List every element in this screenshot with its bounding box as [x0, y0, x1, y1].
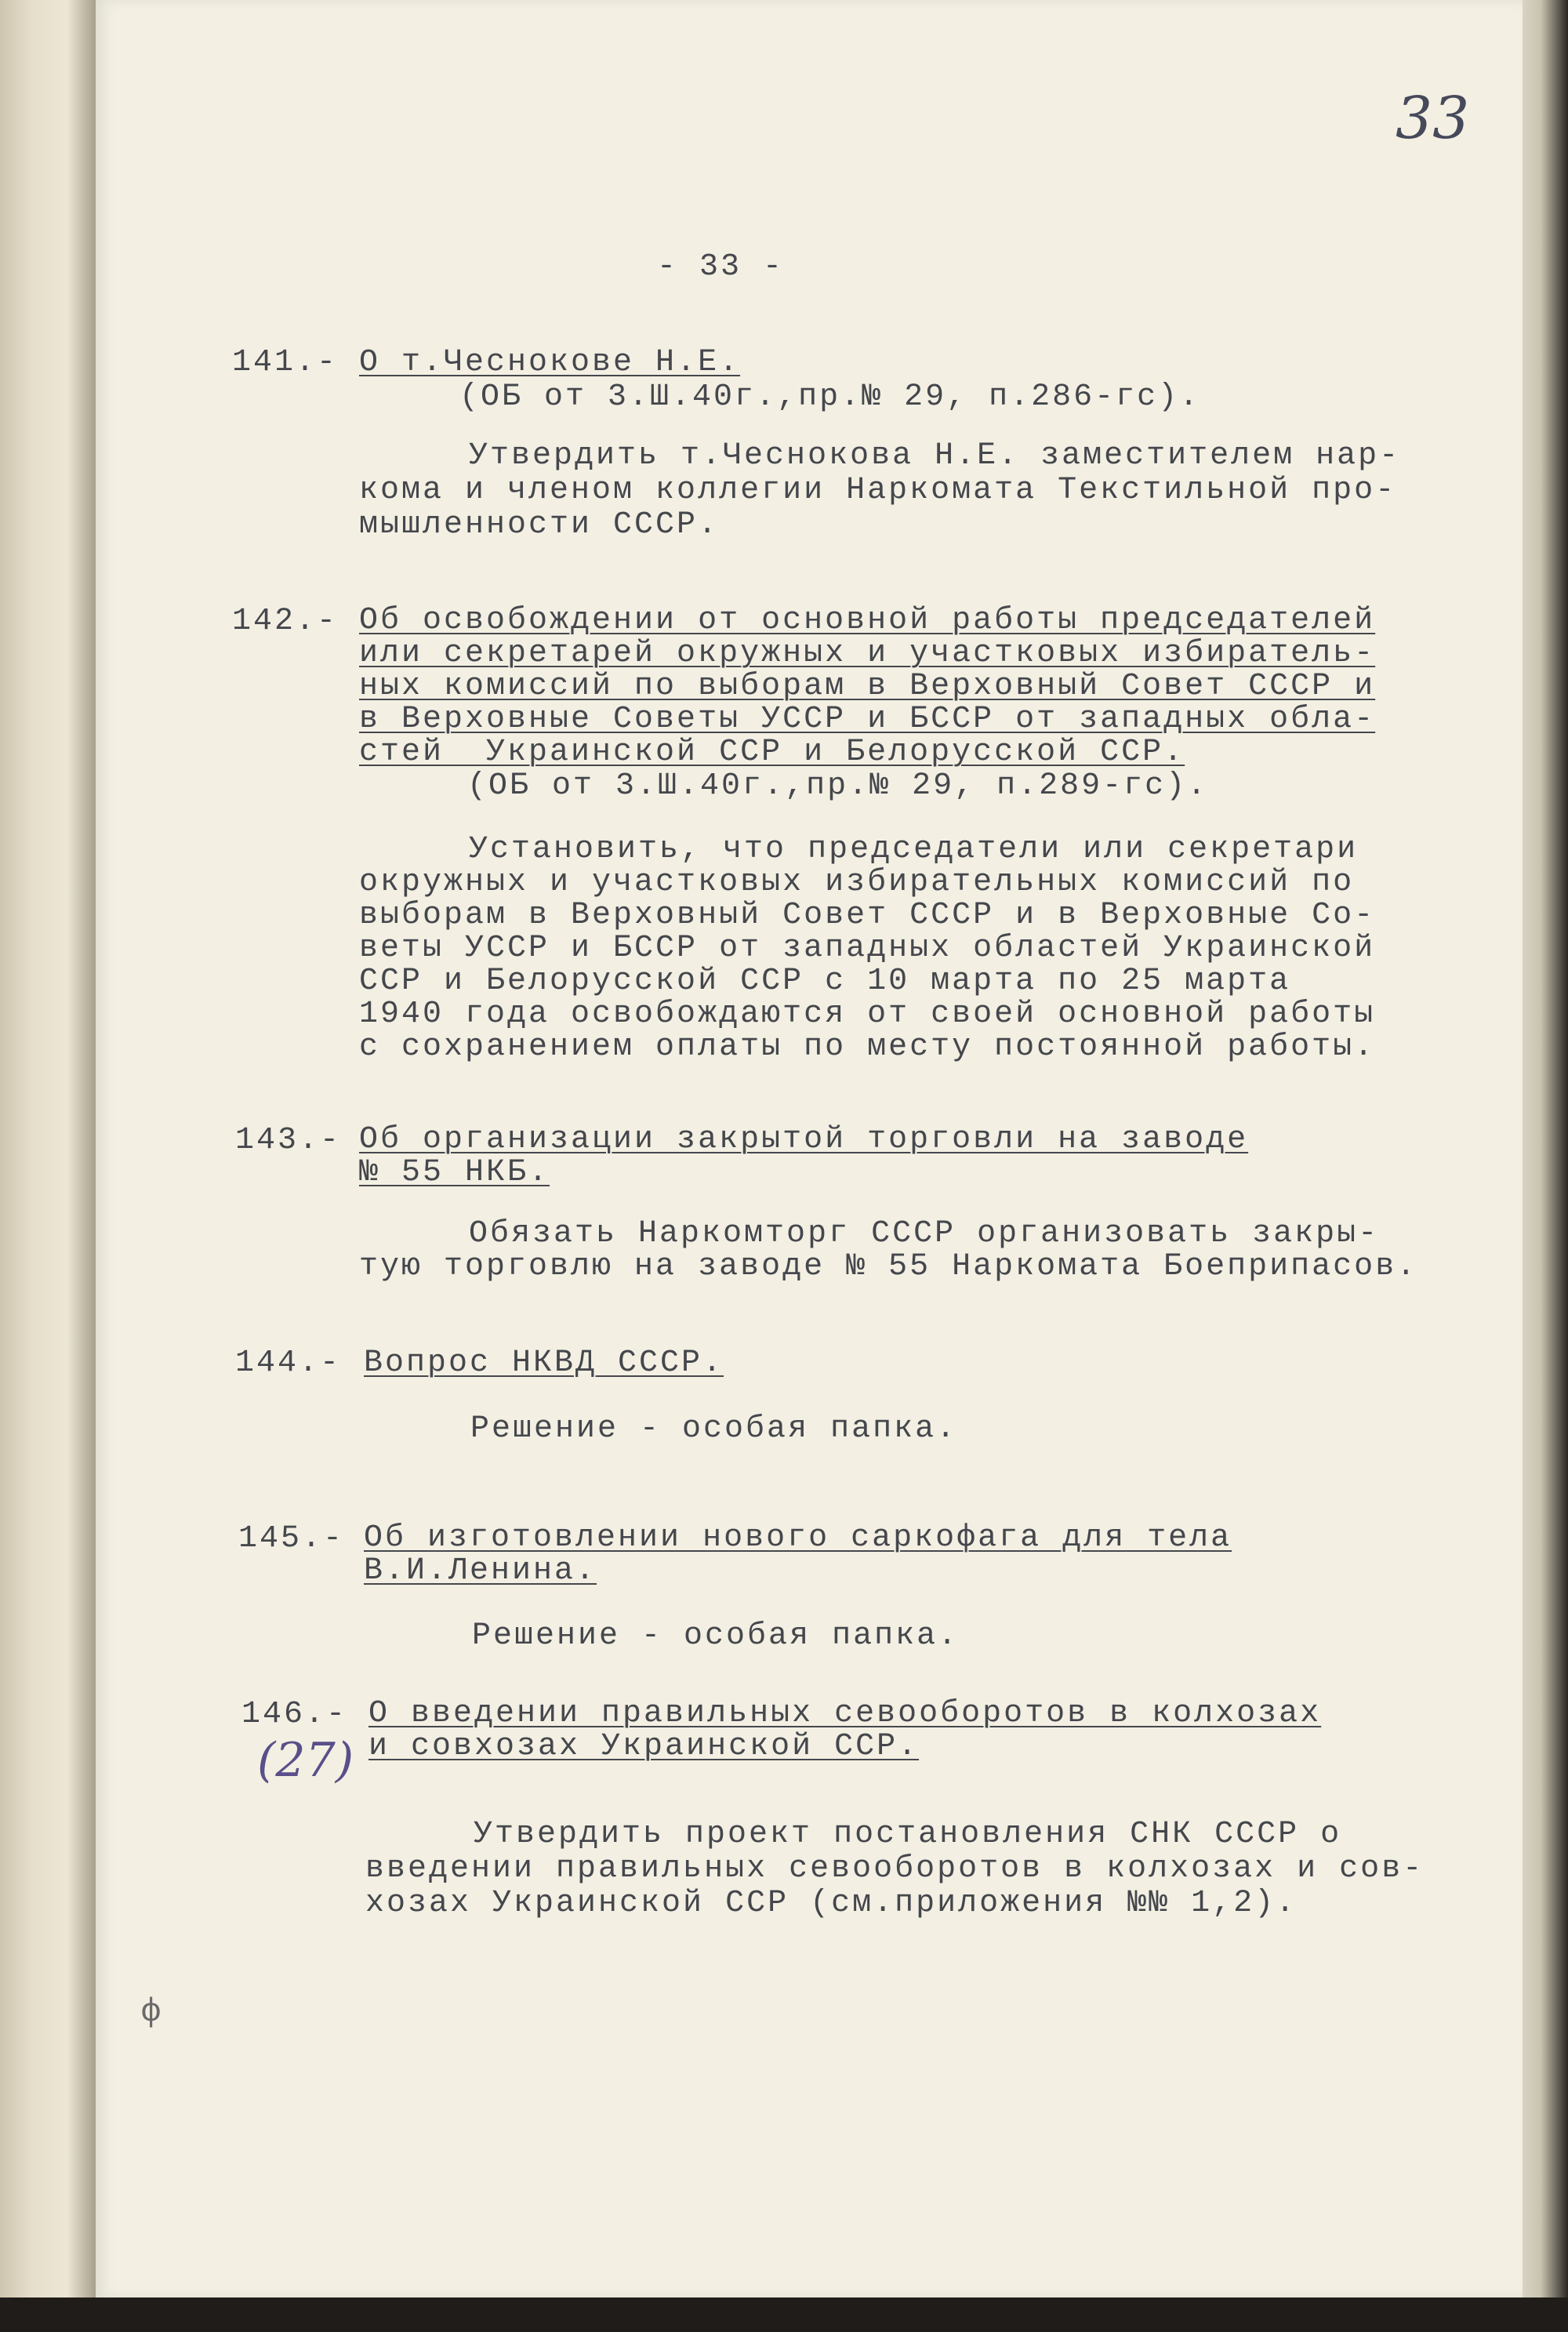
item-144-number: 144.- [235, 1346, 342, 1381]
item-143-body-line-1: Обязать Наркомторг СССР организовать закры- [469, 1216, 1380, 1251]
handwritten-folio-number: 33 [1396, 85, 1470, 152]
item-142-body-line-6: 1940 года освобождаются от своей основной работы [359, 997, 1376, 1032]
item-146-number: 146.- [241, 1697, 348, 1732]
page-number: - 33 - [657, 249, 785, 285]
margin-mark: ф [141, 1993, 162, 2031]
item-146-handwritten-annotation: (27) [257, 1733, 354, 1788]
item-142-body-line-5: ССР и Белорусской ССР с 10 марта по 25 марта [359, 964, 1291, 999]
item-142-body-line-7: с сохранением оплаты по месту постоянной работы. [359, 1030, 1376, 1065]
item-143-title-line-2: № 55 НКБ. [359, 1155, 550, 1190]
item-146-body-line-3: хозах Украинской ССР (см.приложения №№ 1,2). [365, 1886, 1298, 1921]
item-142-reference: (ОБ от 3.Ш.40г.,пр.№ 29, п.289-гс). [467, 768, 1209, 804]
item-141-number: 141.- [232, 345, 339, 380]
item-145-title-line-1: Об изготовлении нового саркофага для тела [364, 1520, 1232, 1556]
item-144-decision: Решение - особая папка. [470, 1411, 958, 1447]
item-142-title-line-2: или секретарей окружных и участковых избиратель- [359, 636, 1376, 671]
item-142-title-line-4: в Верховные Советы УССР и БССР от западных обла- [359, 702, 1376, 737]
item-141-body-line-2: кома и членом коллегии Наркомата Текстильной про- [359, 473, 1397, 508]
item-142-body-line-2: окружных и участковых избирательных комиссий по [359, 865, 1355, 900]
item-146-title-line-1: О введении правильных севооборотов в колхозах [368, 1696, 1322, 1731]
item-142-title-line-3: ных комиссий по выборам в Верховный Совет СССР и [359, 669, 1376, 704]
item-142-number: 142.- [232, 604, 339, 639]
item-142-body-line-1: Установить, что председатели или секретари [469, 832, 1359, 867]
item-142-body-line-4: веты УССР и БССР от западных областей Украинской [359, 931, 1376, 966]
item-146-title-line-2: и совхозах Украинской ССР. [368, 1729, 920, 1764]
item-141-body-line-3: мышленности СССР. [359, 507, 720, 543]
item-142-title-line-5: стей Украинской ССР и Белорусской ССР. [359, 735, 1185, 770]
scan-bottom-edge [0, 2297, 1568, 2332]
item-141-title: О т.Чеснокове Н.Е. [359, 345, 741, 380]
item-141-reference: (ОБ от 3.Ш.40г.,пр.№ 29, п.286-гс). [459, 380, 1201, 415]
item-143-body-line-2: тую торговлю на заводе № 55 Наркомата Боеприпасов. [359, 1249, 1418, 1284]
book-binding [0, 0, 96, 2332]
item-146-body-line-1: Утвердить проект постановления СНК СССР о [474, 1817, 1342, 1852]
item-145-title-line-2: В.И.Ленина. [364, 1553, 597, 1589]
item-141-body-line-1: Утвердить т.Чеснокова Н.Е. заместителем нар- [469, 438, 1401, 474]
item-145-number: 145.- [238, 1521, 345, 1556]
item-144-title: Вопрос НКВД СССР. [364, 1346, 724, 1381]
page-edge [1523, 0, 1568, 2332]
item-142-body-line-3: выборам в Верховный Совет СССР и в Верховные Со- [359, 898, 1376, 933]
item-145-decision: Решение - особая папка. [472, 1618, 960, 1654]
item-143-title-line-1: Об организации закрытой торговли на заводе [359, 1122, 1249, 1157]
item-143-number: 143.- [235, 1123, 342, 1158]
item-142-title-line-1: Об освобождении от основной работы председателей [359, 603, 1376, 638]
item-146-body-line-2: введении правильных севооборотов в колхозах и сов- [365, 1851, 1425, 1887]
